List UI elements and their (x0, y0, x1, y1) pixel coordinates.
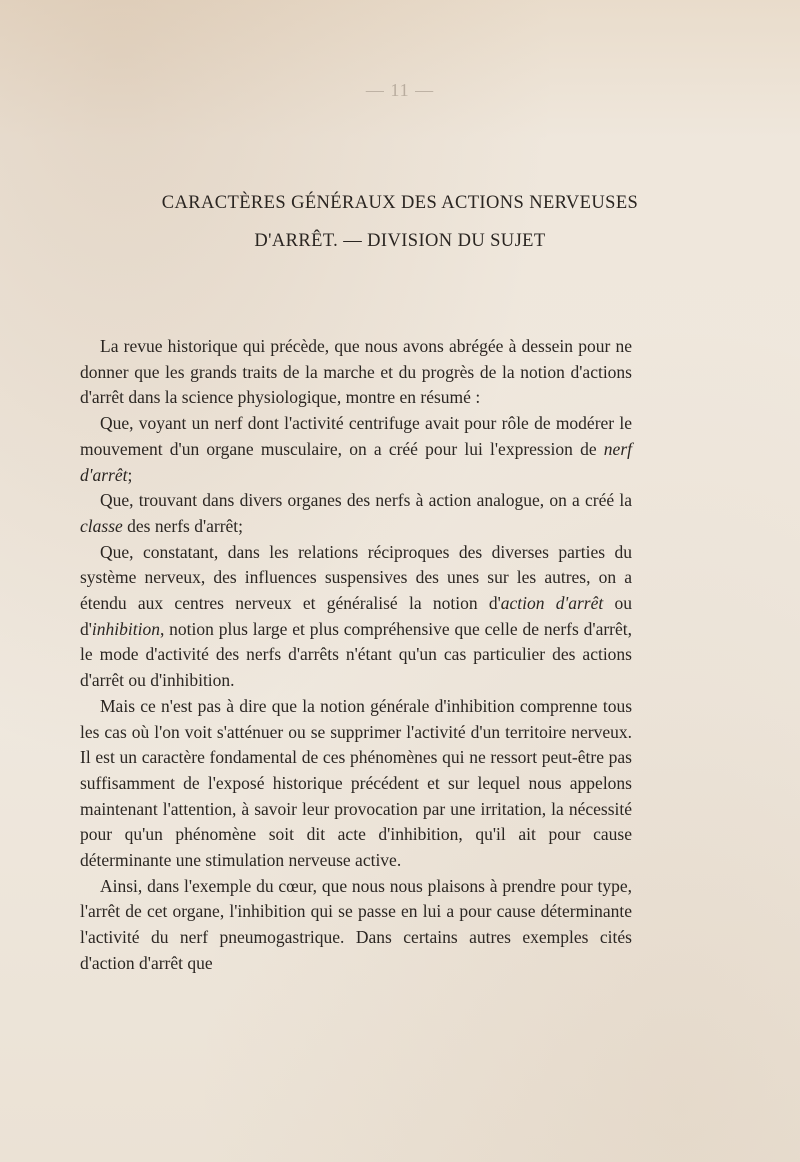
paragraph-4-emphasis-2: inhibition (91, 618, 160, 639)
paragraph-4-text-c: , notion plus large et plus compréhensive que celle de nerfs d'arrêt, le mode d'activité des nerfs d'arrêts n'étant qu'un cas particulier des actions d'arrêt ou d'inhibition. (80, 618, 632, 691)
paragraph-3-emphasis: classe (80, 515, 123, 536)
paragraph-4-text-b: ou d' (80, 593, 632, 639)
paragraph-4-text-a: Que, constatant, dans les relations réciproques des diverses parties du système nerveux, des influences suspensives des unes sur les autres, on a étendu aux centres nerveux et généralisé la notion d' (80, 541, 632, 614)
paragraph-3-text-b: des nerfs d'arrêt; (122, 515, 244, 536)
paragraph-2-emphasis: nerf d'arrêt (80, 438, 632, 485)
paragraph-4 (80, 540, 632, 694)
paragraph-2-text-a: Que, voyant un nerf dont l'activité centrifuge avait pour rôle de modérer le mouvement d'un organe musculaire, on a créé pour lui l'expression de (80, 413, 632, 459)
paragraph-2 (80, 411, 632, 488)
paragraph-3 (80, 488, 632, 539)
page-number: — 11 — (365, 80, 435, 100)
body-text (80, 334, 632, 977)
paragraph-3-text-a: Que, trouvant dans divers organes des nerfs à action analogue, on a créé la (100, 490, 632, 511)
paragraph-6: Ainsi, dans l'exemple du cœur, que nous nous plaisons à prendre pour type, l'arrêt de cet organe, l'inhibition qui se passe en lui a pour cause déterminante l'activité du nerf pneumogastrique. Dans certains autres exemples cités d'action d'arrêt que (80, 875, 632, 973)
paragraph-5: Mais ce n'est pas à dire que la notion générale d'inhibition comprenne tous les cas où l'on voit s'atténuer ou se supprimer l'activité d'un territoire nerveux. Il est un caractère fondamental de ces phénomènes qui ne ressort peut-être pas suffisamment de l'exposé historique précédent et sur lequel nous appelons maintenant l'attention, à savoir leur provocation par une irritation, la nécessité pour qu'un phénomène soit dit acte d'inhibition, qu'il ait pour cause déterminante une stimulation nerveuse active. (80, 695, 632, 871)
chapter-title-line-2: D'ARRÊT. — DIVISION DU SUJET (254, 231, 546, 251)
paragraph-1: La revue historique qui précède, que nous avons abrégée à dessein pour ne donner que les grands traits de la marche et du progrès de la notion d'actions d'arrêt dans la science physiologique, montre en résumé : (80, 336, 632, 408)
paragraph-2-text-b: ; (127, 464, 133, 485)
paragraph-4-emphasis-1: action d'arrêt (500, 593, 604, 614)
chapter-title-line-1: CARACTÈRES GÉNÉRAUX DES ACTIONS NERVEUSES (161, 193, 639, 213)
